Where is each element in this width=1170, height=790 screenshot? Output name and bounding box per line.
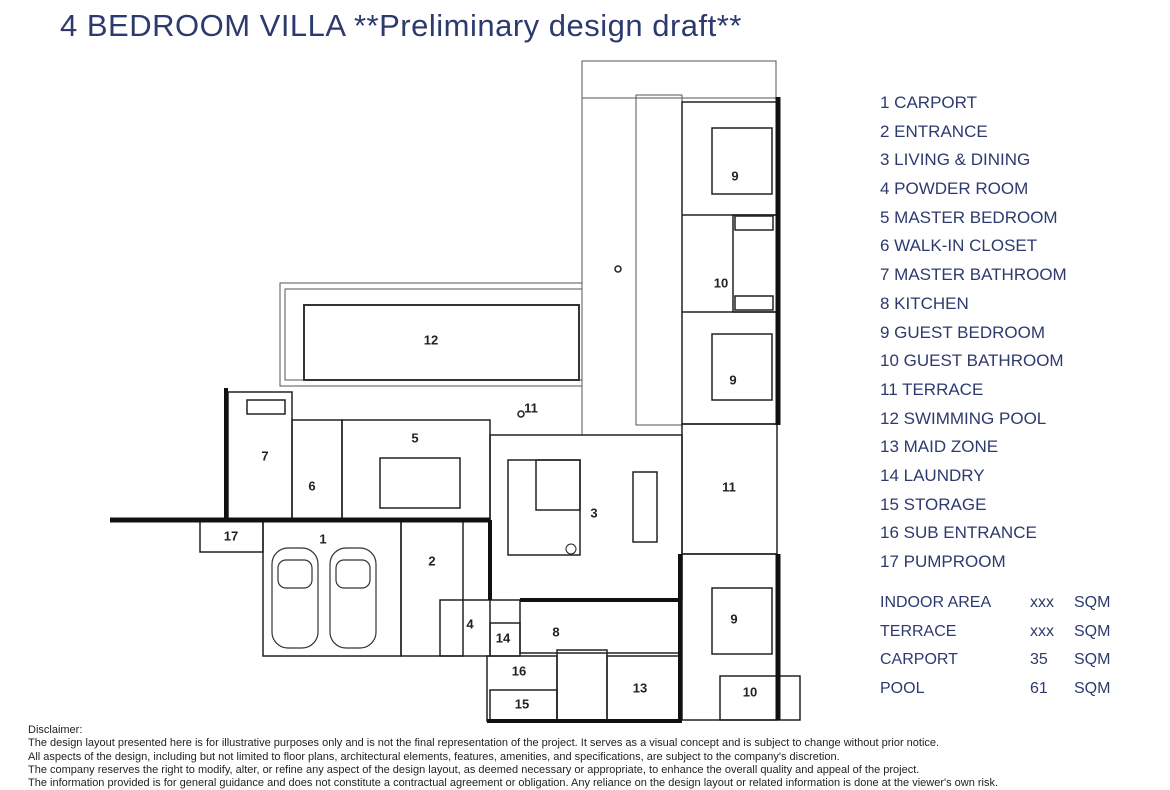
room-label-sub-entrance: 16	[511, 663, 527, 679]
room-label-guest-bed: 9	[731, 168, 739, 184]
legend-item: 10 GUEST BATHROOM	[880, 351, 1064, 371]
legend-item: 2 ENTRANCE	[880, 121, 988, 141]
disclaimer-line: The company reserves the right to modify, alter, or refine any aspect of the design layout, as deemed necessary or appropriate, to enhance the overall quality and appeal of the project.	[28, 763, 920, 776]
room-label-kitchen: 8	[552, 624, 560, 640]
room-label-carport: 1	[319, 531, 327, 547]
area-name: POOL	[880, 680, 925, 698]
legend-item: 8 KITCHEN	[880, 293, 969, 313]
roof-outline	[280, 61, 776, 435]
drain-icon	[615, 266, 621, 272]
room-label-powder: 4	[466, 616, 474, 632]
room-label-storage: 15	[514, 696, 530, 712]
room-label-guest-bed: 9	[729, 372, 737, 388]
legend-item: 6 WALK-IN CLOSET	[880, 236, 1038, 256]
page-title: 4 BEDROOM VILLA **Preliminary design draft**	[60, 8, 742, 43]
disclaimer-line: All aspects of the design, including but not limited to floor plans, architectural elements, features, amenities, and specifications, are subject to the company's discretion.	[28, 750, 840, 763]
area-name: INDOOR AREA	[880, 594, 992, 611]
main-block	[200, 392, 682, 721]
legend-item: 1 CARPORT	[880, 93, 977, 112]
area-name: CARPORT	[880, 651, 958, 669]
legend-item: 14 LAUNDRY	[880, 465, 985, 485]
legend-item: 16 SUB ENTRANCE	[880, 523, 1037, 543]
room-label-living: 3	[590, 505, 598, 521]
room-label-maid: 13	[632, 680, 648, 696]
room-label-guest-bed: 9	[730, 611, 738, 627]
legend-item: 17 PUMPROOM	[880, 552, 1006, 571]
room-label-master-bath: 7	[261, 448, 269, 464]
disclaimer-line: The information provided is for general guidance and does not constitute a contractual agreement or obligation. Any reliance on the design layout or related information is done at the viewer's own risk.	[28, 777, 999, 790]
room-label-guest-bath: 10	[713, 275, 729, 291]
room-label-closet: 6	[308, 478, 316, 494]
legend-item: 4 POWDER ROOM	[880, 179, 1029, 199]
guest-wing	[682, 102, 800, 720]
room-label-laundry: 14	[495, 630, 511, 646]
carport-cars	[272, 548, 376, 648]
area-value: 61	[1030, 680, 1048, 698]
area-unit: SQM	[1074, 651, 1111, 669]
disclaimer	[28, 724, 1148, 790]
room-label-terrace: 11	[722, 479, 736, 495]
drain-icon	[518, 411, 524, 417]
area-value: xxx	[1030, 594, 1054, 611]
legend-item: 13 MAID ZONE	[880, 437, 999, 457]
area-unit: SQM	[1074, 594, 1111, 611]
area-name: TERRACE	[880, 622, 957, 640]
swimming-pool	[304, 305, 579, 380]
room-label-guest-bath: 10	[742, 684, 758, 700]
area-value: 35	[1030, 651, 1048, 669]
area-value: xxx	[1030, 622, 1054, 640]
room-label-entrance: 2	[428, 553, 436, 569]
lamp-icon	[566, 544, 576, 554]
room-label-master-bed: 5	[411, 430, 419, 446]
legend-item: 9 GUEST BEDROOM	[880, 322, 1045, 342]
disclaimer-line: The design layout presented here is for illustrative purposes only and is not the final representation of the project. It serves as a visual concept and is subject to change without prior notice.	[28, 737, 940, 750]
legend-item: 5 MASTER BEDROOM	[880, 207, 1058, 227]
area-unit: SQM	[1074, 622, 1111, 640]
legend-item: 11 TERRACE	[880, 379, 984, 399]
disclaimer-heading: Disclaimer:	[28, 724, 83, 736]
area-unit: SQM	[1074, 680, 1111, 698]
room-label-terrace: 11	[524, 400, 538, 416]
legend-item: 15 STORAGE	[880, 494, 987, 514]
room-label-pumproom: 17	[223, 528, 239, 544]
legend-item: 7 MASTER BATHROOM	[880, 265, 1067, 285]
room-label-pool: 12	[423, 332, 439, 348]
legend-item: 3 LIVING & DINING	[880, 150, 1031, 170]
legend-item: 12 SWIMMING POOL	[880, 408, 1047, 428]
room-legend	[880, 92, 1067, 580]
